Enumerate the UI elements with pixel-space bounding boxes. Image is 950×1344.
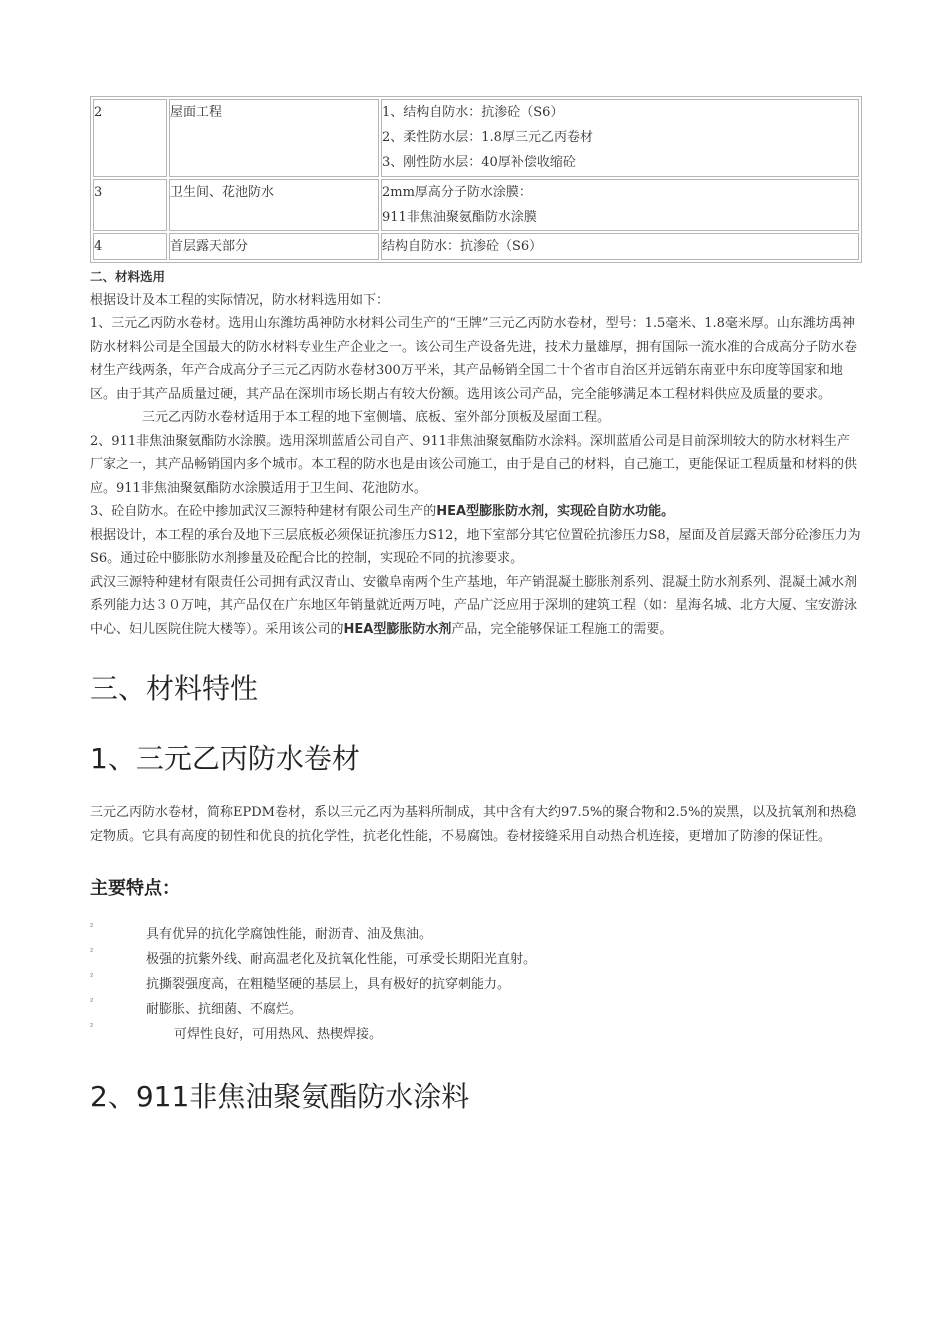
spec-line: 911非焦油聚氨酯防水涂膜 — [382, 210, 537, 225]
bullet-icon: ² — [90, 1022, 94, 1031]
text-run: 3、砼自防水。在砼中掺加武汉三源特种建材有限公司生产的 — [90, 504, 437, 519]
list-item — [90, 920, 862, 945]
row-item: 首层露天部分 — [169, 233, 379, 260]
paragraph: 根据设计及本工程的实际情况，防水材料选用如下： — [90, 292, 390, 308]
paragraph: 1、三元乙丙防水卷材。选用山东潍坊禹神防水材料公司生产的“王牌”三元乙丙防水卷材，型号：1.5毫米、1.8毫米厚。山东潍坊禹神防水材料公司是全国最大的防水材料专业生产企业之一。该公司生产设备先进，技术力量雄厚，拥有国际一流水准的合成高分子防水卷材生产线两条，年产合成高分子三元乙丙防水卷材300万平米，其产品畅销全国二十个省市自治区并远销东南亚中东印度等国家和地区。由于其产品质量过硬，其产品在深圳市场长期占有较大份额。选用该公司产品，完全能够满足本工程材料供应及质量的要求。 — [90, 316, 858, 402]
row-number: 3 — [93, 179, 167, 231]
row-number: 2 — [93, 99, 167, 177]
bullet-icon: ² — [90, 947, 94, 956]
list-item — [90, 945, 862, 970]
paragraph: 三元乙丙防水卷材适用于本工程的地下室侧墙、底板、室外部分顶板及屋面工程。 — [142, 410, 611, 425]
spec-line: 2、柔性防水层：1.8厚三元乙丙卷材 — [382, 130, 593, 145]
table-row — [93, 179, 859, 231]
subsection-title: 2、911非焦油聚氨酯防水涂料 — [90, 1080, 470, 1113]
waterproofing-table — [90, 96, 862, 263]
list-item — [90, 1020, 862, 1045]
features-list — [90, 920, 862, 1045]
list-item-text: 可焊性良好，可用热风、热楔焊接。 — [174, 1027, 383, 1042]
list-item-text: 具有优异的抗化学腐蚀性能，耐沥青、油及焦油。 — [146, 927, 433, 942]
row-spec — [381, 233, 859, 260]
paragraph: 三元乙丙防水卷材，简称EPDM卷材，系以三元乙丙为基料所制成，其中含有大约97.5%的聚合物和2.5%的炭黑，以及抗氧剂和热稳定物质。它具有高度的韧性和优良的抗化学性，抗老化性能，不易腐蚀。卷材接缝采用自动热合机连接，更增加了防渗的保证性。 — [90, 805, 857, 844]
table-row — [93, 233, 859, 260]
spec-line: 3、刚性防水层：40厚补偿收缩砼 — [382, 155, 576, 170]
row-spec — [381, 99, 859, 177]
spec-line: 2mm厚高分子防水涂膜： — [382, 185, 532, 200]
row-spec — [381, 179, 859, 231]
bullet-icon: ² — [90, 972, 94, 981]
section-title: 三、材料特性 — [90, 672, 259, 705]
list-item-text: 耐膨胀、抗细菌、不腐烂。 — [146, 1002, 303, 1017]
list-item — [90, 970, 862, 995]
document-page — [90, 96, 862, 1115]
row-number: 4 — [93, 233, 167, 260]
spec-line: 1、结构自防水：抗渗砼（S6） — [382, 105, 564, 120]
spec-line: 结构自防水：抗渗砼（S6） — [382, 239, 543, 254]
text-run: 产品，完全能够保证工程施工的需要。 — [451, 621, 673, 637]
row-item: 卫生间、花池防水 — [169, 179, 379, 231]
section-heading: 二、材料选用 — [90, 269, 166, 284]
material-selection-section — [90, 265, 862, 641]
features-heading: 主要特点： — [90, 878, 180, 899]
paragraph — [90, 500, 862, 524]
list-item-text: 抗撕裂强度高，在粗糙坚硬的基层上，具有极好的抗穿刺能力。 — [146, 977, 511, 992]
bold-text: HEA型膨胀防水剂，实现砼自防水功能。 — [436, 504, 675, 519]
paragraph: 2、911非焦油聚氨酯防水涂膜。选用深圳蓝盾公司自产、911非焦油聚氨酯防水涂料。深圳蓝盾公司是目前深圳较大的防水材料生产厂家之一，其产品畅销国内多个城市。本工程的防水也是由该公司施工，由于是自己的材料，自己施工，更能保证工程质量和材料的供应。911非焦油聚氨酯防水涂膜适用于卫生间、花池防水。 — [90, 433, 858, 496]
bullet-icon: ² — [90, 922, 94, 931]
bullet-icon: ² — [90, 997, 94, 1006]
paragraph: 根据设计，本工程的承台及地下三层底板必须保证抗渗压力S12，地下室部分其它位置砼抗渗压力S8，屋面及首层露天部分砼渗压力为S6。通过砼中膨胀防水剂掺量及砼配合比的控制，实现砼不同的抗渗要求。 — [90, 527, 861, 566]
table-row — [93, 99, 859, 177]
bold-text: HEA型膨胀防水剂 — [343, 621, 452, 637]
row-item: 屋面工程 — [169, 99, 379, 177]
paragraph — [90, 571, 862, 642]
subsection-title: 1、三元乙丙防水卷材 — [90, 742, 360, 775]
text-run: 武汉三源特种建材有限责任公司拥有武汉青山、安徽阜南两个生产基地，年产销混凝土膨胀剂系列、混凝土防水剂系列、混凝土减水剂系列能力达３０万吨，其产品仅在广东地区年销量就近两万吨，产品广泛应用于深圳的建筑工程（如：星海名城、北方大厦、宝安游泳中心、妇儿医院住院大楼等）。采用该公司的 — [90, 574, 858, 637]
list-item-text: 极强的抗紫外线、耐高温老化及抗氧化性能，可承受长期阳光直射。 — [146, 952, 537, 967]
list-item — [90, 995, 862, 1020]
